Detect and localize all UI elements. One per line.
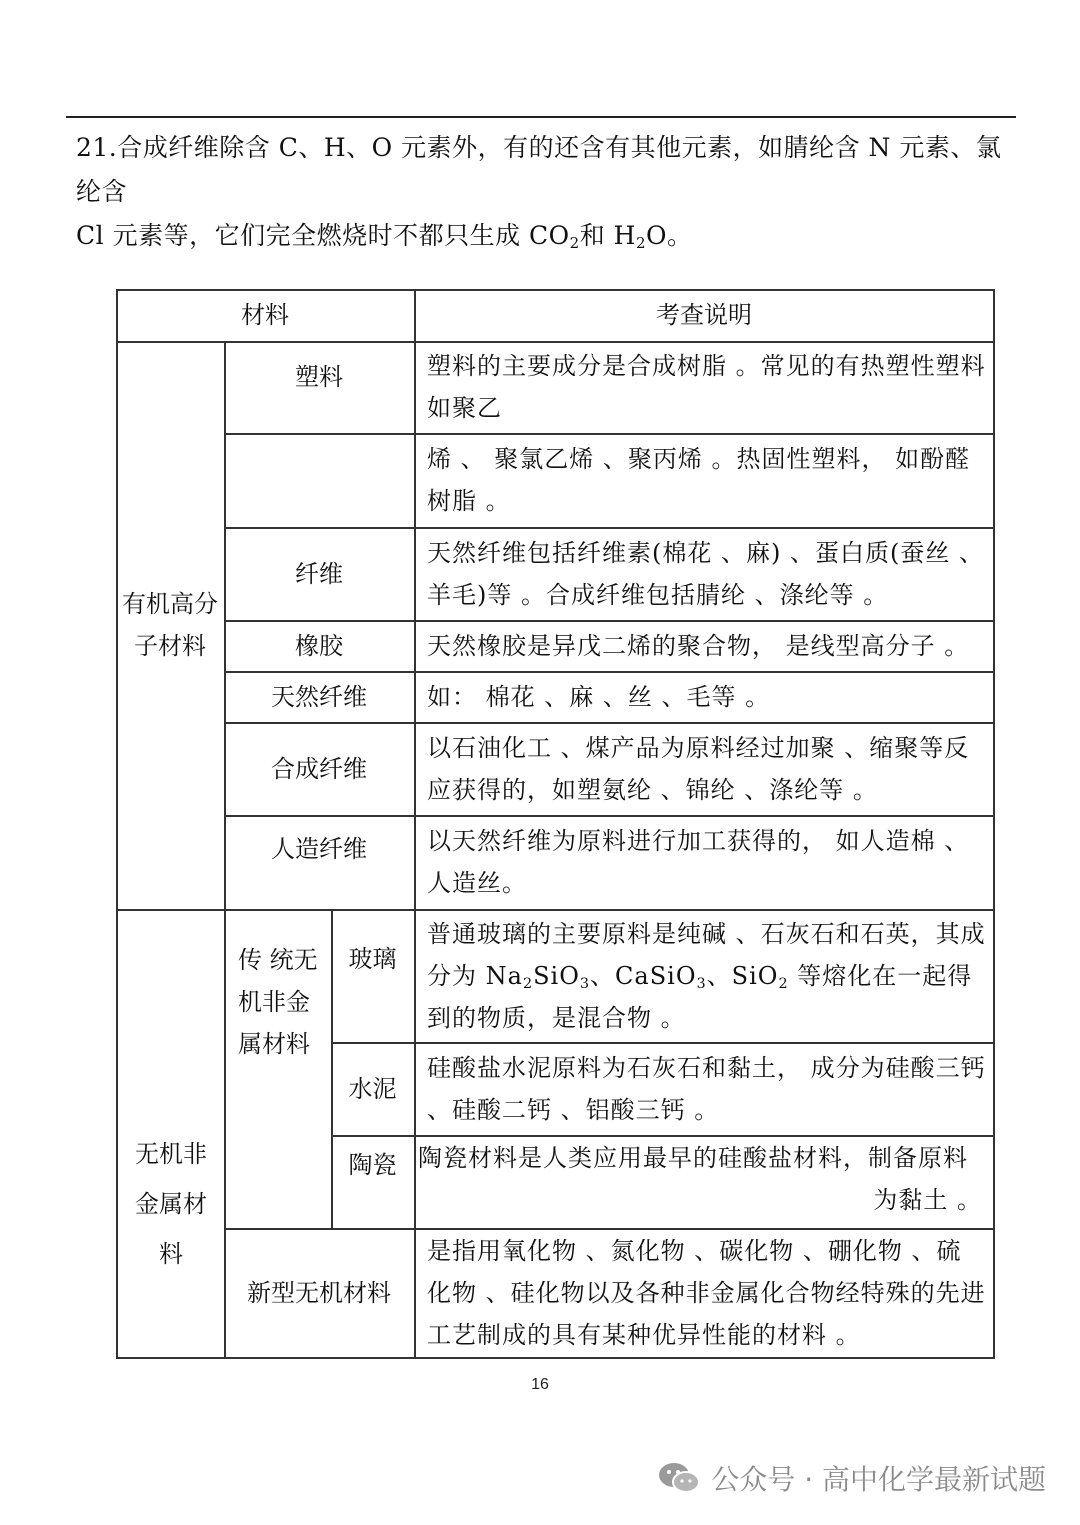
material-natural-fiber: 天然纤维 [271,682,367,711]
material-ceramic: 陶瓷 [348,1151,397,1179]
desc-natural-fiber: 如： 棉花 、麻 、丝 、毛等 。 [427,682,771,711]
intro-line-1: 21.合成纤维除含 C、H、O 元素外，有的还含有其他元素，如腈纶含 N 元素、氯纶含 [76,133,1002,206]
glass-desc-d: 、SiO [706,962,779,990]
top-rule [66,116,1016,118]
glass-desc-e: 等熔化在一起得到的物质，是混合物 。 [427,962,973,1032]
glass-desc-b: SiO [533,962,580,990]
desc-ceramic [414,1135,994,1228]
glass-desc-c: 、CaSiO [590,962,697,990]
co2-subscript: 2 [569,234,580,252]
glass-sub-d: 2 [778,976,789,992]
desc-ceramic-line-1: 陶瓷材料是人类应用最早的硅酸盐材料，制备原料 [418,1144,968,1172]
desc-artificial-fiber: 以天然纤维为原料进行加工获得的， 如人造棉 、人造丝。 [427,827,970,897]
category-organic-polymer: 有机高分子材料 [122,590,218,660]
intro-line-2-start: Cl 元素等，它们完全燃烧时不都只生成 CO [76,221,570,250]
intro-line-2 [76,214,1016,258]
material-fiber: 纤维 [295,559,343,588]
material-synthetic-fiber: 合成纤维 [271,754,367,783]
desc-synthetic-fiber: 以石油化工 、煤产品为原料经过加聚 、缩聚等反应获得的，如塑氨纶 、锦纶 、涤纶等 。 [427,733,970,804]
subcategory-traditional: 传 统无 机非金属材料 [238,946,318,1058]
desc-ceramic-line-2: 为黏土 。 [873,1186,982,1214]
glass-sub-a: 2 [522,976,534,992]
header-explanation: 考查说明 [656,301,752,329]
intro-line-2-mid: 和 H [579,221,636,250]
material-plastic: 塑料 [295,362,343,391]
glass-desc-a: 普通玻璃的主要原料是纯碱 、石灰石和石英，其成分为 Na [427,920,986,990]
desc-fiber: 天然纤维包括纤维素(棉花 、麻) 、蛋白质(蚕丝 、羊毛)等 。合成纤维包括腈纶 、涤纶等 。 [427,538,984,609]
material-cement: 水泥 [348,1074,397,1103]
page-number: 16 [531,1376,549,1393]
desc-cement: 硅酸盐水泥原料为石灰石和黏土， 成分为硅酸三钙 、硅酸二钙 、铝酸三钙 。 [427,1053,986,1124]
desc-rubber: 天然橡胶是异戊二烯的聚合物， 是线型高分子 。 [427,631,970,660]
material-rubber: 橡胶 [295,631,343,660]
intro-line-2-end: O。 [646,221,693,250]
desc-new-inorganic: 是指用氧化物 、氮化物 、碳化物 、硼化物 、硫化物 、硅化物以及各种非金属化合物经特殊的先进工艺制成的具有某种优异性能的材料 。 [427,1237,986,1349]
watermark-text: 公众号 · 高中化学最新试题 [711,1463,1046,1496]
desc-glass [414,909,994,1042]
material-artificial-fiber: 人造纤维 [271,835,367,863]
wechat-icon [657,1461,701,1495]
glass-sub-c: 3 [696,976,707,992]
material-new-inorganic: 新型无机材料 [247,1279,391,1307]
desc-plastic-2: 烯 、 聚氯乙烯 、聚丙烯 。热固性塑料， 如酚醛树脂 。 [427,445,971,515]
glass-sub-b: 3 [579,976,591,992]
material-glass: 玻璃 [348,945,397,973]
intro-paragraph [76,126,1016,258]
h2o-subscript: 2 [635,234,646,252]
desc-plastic-1: 塑料的主要成分是合成树脂 。常见的有热塑性塑料如聚乙 [427,352,986,422]
watermark [657,1458,1046,1498]
category-inorganic-nonmetal: 无机非金属材料 [135,1140,207,1268]
header-material: 材料 [241,301,289,329]
materials-table [116,289,994,1359]
